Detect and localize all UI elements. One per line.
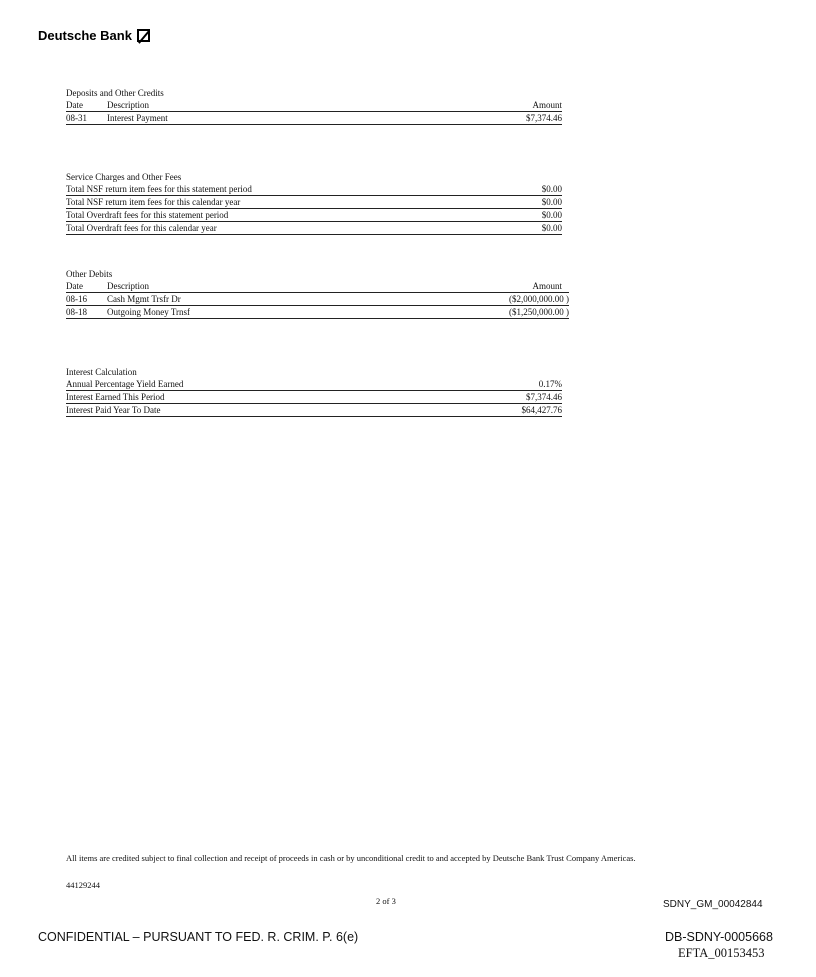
collection-disclaimer: All items are credited subject to final collection and receipt of proceeds in cash or by unconditional credit to and accepted by Deutsche Bank Trust Company Americas.	[66, 853, 636, 863]
description-column-header: Description	[107, 100, 149, 110]
logo-text: Deutsche Bank	[38, 28, 132, 43]
page-number: 2 of 3	[376, 896, 396, 906]
interest-section	[66, 366, 562, 417]
row-amount: ($1,250,000.00 )	[509, 307, 569, 317]
row-date: 08-31	[66, 113, 87, 123]
table-row	[66, 306, 569, 319]
fees-section	[66, 171, 562, 235]
interest-amount: $64,427.76	[521, 405, 562, 415]
deposits-title: Deposits and Other Credits	[66, 88, 164, 98]
interest-amount: 0.17%	[538, 379, 562, 389]
interest-label: Annual Percentage Yield Earned	[66, 379, 184, 389]
description-column-header: Description	[107, 281, 149, 291]
interest-label: Interest Paid Year To Date	[66, 405, 161, 415]
confidential-notice: CONFIDENTIAL – PURSUANT TO FED. R. CRIM. P. 6(e)	[38, 930, 359, 944]
table-row	[66, 404, 562, 417]
deposits-section	[66, 87, 562, 125]
fee-amount: $0.00	[541, 210, 562, 220]
deposits-header-row	[66, 99, 562, 112]
interest-label: Interest Earned This Period	[66, 392, 165, 402]
interest-title: Interest Calculation	[66, 367, 137, 377]
row-amount: $7,374.46	[526, 113, 562, 123]
account-number: 44129244	[66, 880, 100, 890]
debits-header-row	[66, 280, 569, 293]
date-column-header: Date	[66, 100, 83, 110]
row-description: Cash Mgmt Trsfr Dr	[107, 294, 181, 304]
table-row	[66, 209, 562, 222]
row-description: Interest Payment	[107, 113, 168, 123]
debits-section	[66, 268, 569, 319]
row-date: 08-16	[66, 294, 87, 304]
table-row	[66, 196, 562, 209]
date-column-header: Date	[66, 281, 83, 291]
fee-label: Total NSF return item fees for this statement period	[66, 184, 252, 194]
interest-amount: $7,374.46	[526, 392, 562, 402]
bank-logo	[38, 28, 150, 43]
fees-title: Service Charges and Other Fees	[66, 172, 182, 182]
deutsche-bank-slash-icon	[137, 29, 150, 42]
efta-number: EFTA_00153453	[678, 946, 765, 960]
table-row	[66, 112, 562, 125]
fee-label: Total NSF return item fees for this calendar year	[66, 197, 241, 207]
sdny-bates-number: SDNY_GM_00042844	[663, 899, 763, 910]
fee-label: Total Overdraft fees for this calendar year	[66, 223, 217, 233]
table-row	[66, 222, 562, 235]
amount-column-header: Amount	[532, 100, 562, 110]
fee-amount: $0.00	[541, 184, 562, 194]
fee-label: Total Overdraft fees for this statement period	[66, 210, 229, 220]
row-date: 08-18	[66, 307, 87, 317]
table-row	[66, 378, 562, 391]
row-amount: ($2,000,000.00 )	[509, 294, 569, 304]
table-row	[66, 183, 562, 196]
fee-amount: $0.00	[541, 197, 562, 207]
table-row	[66, 391, 562, 404]
amount-column-header: Amount	[532, 281, 562, 291]
table-row	[66, 293, 569, 306]
row-description: Outgoing Money Trnsf	[107, 307, 191, 317]
db-bates-number: DB-SDNY-0005668	[665, 930, 773, 944]
debits-title: Other Debits	[66, 269, 113, 279]
fee-amount: $0.00	[541, 223, 562, 233]
